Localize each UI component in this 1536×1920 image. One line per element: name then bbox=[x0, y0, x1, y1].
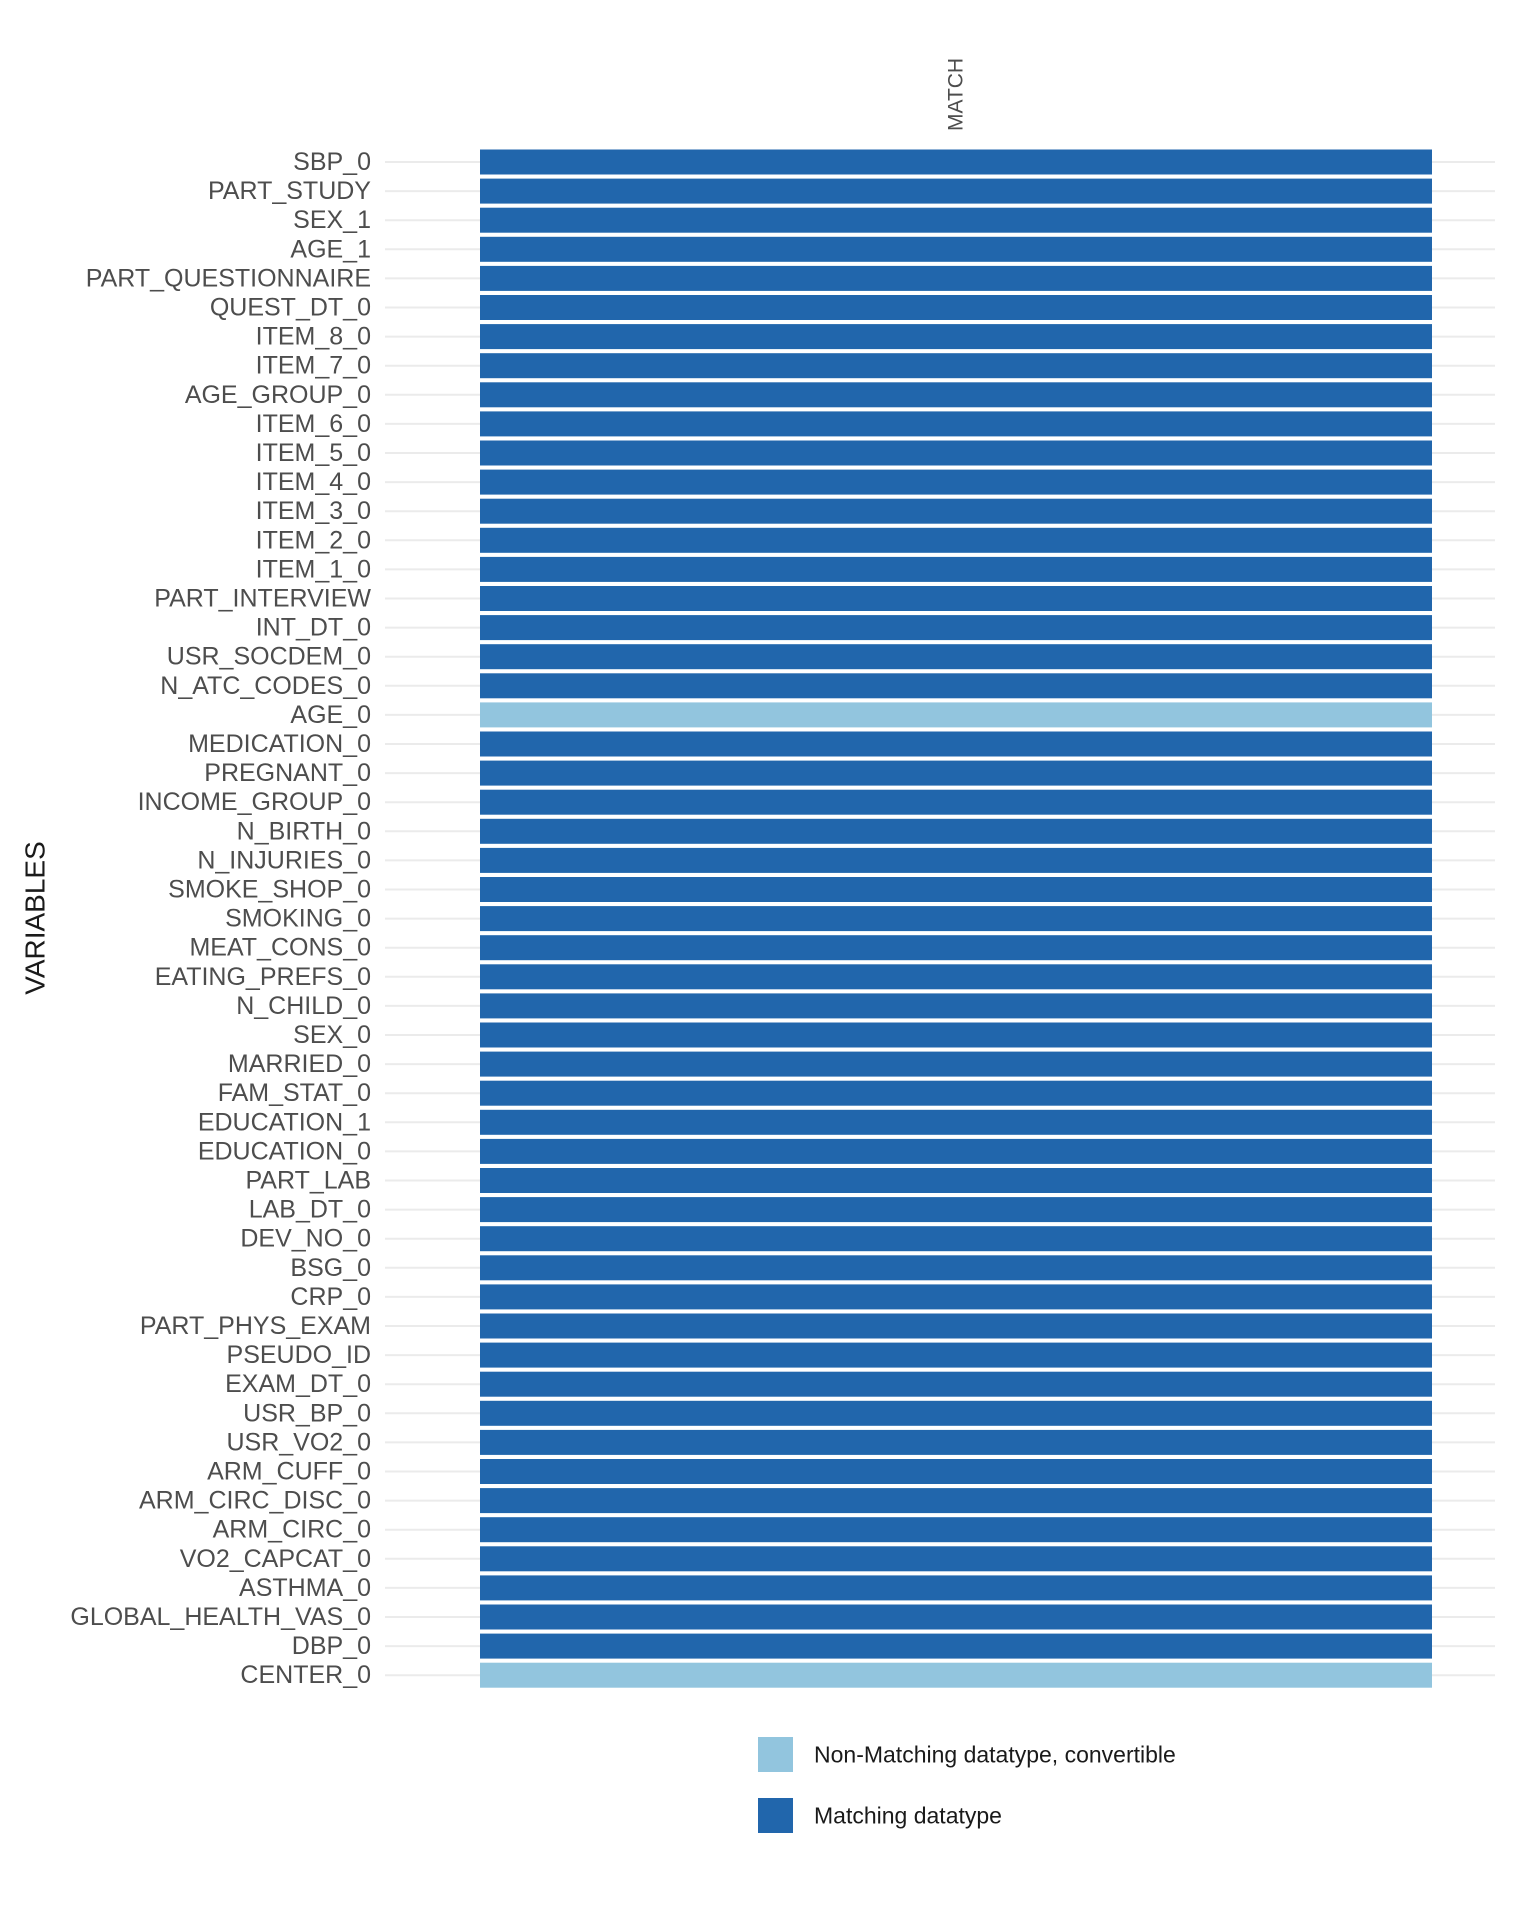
row-label: N_INJURIES_0 bbox=[197, 846, 371, 875]
row-label: ITEM_6_0 bbox=[255, 409, 371, 438]
heatmap-cell bbox=[480, 1575, 1432, 1600]
heatmap-cell bbox=[480, 1255, 1432, 1280]
row-label: BSG_0 bbox=[290, 1253, 371, 1282]
row-label: PART_STUDY bbox=[207, 177, 371, 206]
row-label: PSEUDO_ID bbox=[226, 1341, 371, 1370]
heatmap-cell bbox=[480, 1052, 1432, 1077]
row-label: FAM_STAT_0 bbox=[217, 1079, 371, 1108]
row-label: EDUCATION_0 bbox=[197, 1137, 371, 1166]
row-label: N_ATC_CODES_0 bbox=[160, 671, 371, 700]
heatmap-cell bbox=[480, 557, 1432, 582]
heatmap-cell bbox=[480, 819, 1432, 844]
row-label: INCOME_GROUP_0 bbox=[137, 788, 371, 817]
heatmap-cell bbox=[480, 1372, 1432, 1397]
heatmap-cell bbox=[480, 1634, 1432, 1659]
heatmap-cell bbox=[480, 790, 1432, 815]
heatmap-cell bbox=[480, 1605, 1432, 1630]
heatmap-cell bbox=[480, 499, 1432, 524]
row-label: SMOKING_0 bbox=[225, 904, 371, 933]
heatmap-cell bbox=[480, 1517, 1432, 1542]
heatmap-cell bbox=[480, 1459, 1432, 1484]
heatmap-cell bbox=[480, 470, 1432, 495]
heatmap-cell bbox=[480, 906, 1432, 931]
row-label: USR_BP_0 bbox=[243, 1399, 371, 1428]
heatmap-cell bbox=[480, 732, 1432, 757]
row-label: LAB_DT_0 bbox=[248, 1195, 371, 1224]
row-label: SEX_1 bbox=[293, 206, 371, 235]
row-label: EXAM_DT_0 bbox=[225, 1370, 371, 1399]
row-label: SBP_0 bbox=[293, 148, 371, 176]
heatmap-cell bbox=[480, 702, 1432, 727]
heatmap-cell bbox=[480, 1343, 1432, 1368]
heatmap-cell bbox=[480, 848, 1432, 873]
row-label: USR_VO2_0 bbox=[226, 1428, 371, 1457]
row-label: PART_QUESTIONNAIRE bbox=[85, 264, 371, 293]
row-label: VO2_CAPCAT_0 bbox=[179, 1544, 371, 1573]
heatmap-cell bbox=[480, 208, 1432, 233]
row-label: PART_LAB bbox=[245, 1166, 371, 1195]
heatmap-cell bbox=[480, 237, 1432, 262]
row-label: ITEM_5_0 bbox=[255, 439, 371, 467]
row-label: USR_SOCDEM_0 bbox=[166, 642, 371, 671]
heatmap-cell bbox=[480, 1663, 1432, 1688]
row-label: N_CHILD_0 bbox=[236, 991, 371, 1020]
row-label: ASTHMA_0 bbox=[239, 1573, 371, 1602]
legend-label: Matching datatype bbox=[814, 1802, 1002, 1829]
heatmap-cell bbox=[480, 1023, 1432, 1048]
legend-label: Non-Matching datatype, convertible bbox=[814, 1741, 1176, 1768]
row-label: ITEM_8_0 bbox=[255, 322, 371, 351]
row-label: ITEM_1_0 bbox=[255, 555, 371, 584]
heatmap-cell bbox=[480, 615, 1432, 640]
heatmap-cell bbox=[480, 1168, 1432, 1193]
row-label: AGE_0 bbox=[290, 700, 371, 729]
heatmap-cell bbox=[480, 179, 1432, 204]
heatmap-cell bbox=[480, 644, 1432, 669]
row-label: N_BIRTH_0 bbox=[236, 817, 371, 846]
heatmap-cell bbox=[480, 295, 1432, 320]
row-label: DEV_NO_0 bbox=[240, 1224, 371, 1253]
heatmap-cell bbox=[480, 1284, 1432, 1309]
row-label: CENTER_0 bbox=[240, 1661, 371, 1690]
heatmap-cell bbox=[480, 1314, 1432, 1339]
row-label: INT_DT_0 bbox=[255, 613, 371, 642]
heatmap-cell bbox=[480, 1197, 1432, 1222]
row-label: AGE_GROUP_0 bbox=[184, 380, 371, 409]
heatmap-cell bbox=[480, 441, 1432, 466]
row-label: MEDICATION_0 bbox=[188, 730, 371, 758]
heatmap-cell bbox=[480, 411, 1432, 436]
heatmap-cell bbox=[480, 1546, 1432, 1571]
heatmap-cell bbox=[480, 324, 1432, 349]
row-label: EDUCATION_1 bbox=[197, 1108, 371, 1137]
heatmap-cell bbox=[480, 993, 1432, 1018]
legend bbox=[758, 1737, 1176, 1833]
row-label: DBP_0 bbox=[291, 1632, 371, 1661]
heatmap-cell bbox=[480, 586, 1432, 611]
row-labels bbox=[70, 148, 371, 1689]
row-label: MEAT_CONS_0 bbox=[189, 933, 371, 962]
row-label: ITEM_7_0 bbox=[255, 351, 371, 380]
heatmap-cell bbox=[480, 266, 1432, 291]
row-label: ITEM_2_0 bbox=[255, 526, 371, 555]
row-label: CRP_0 bbox=[290, 1282, 371, 1311]
heatmap-cell bbox=[480, 935, 1432, 960]
row-label: MARRIED_0 bbox=[227, 1050, 371, 1079]
heatmap-cell bbox=[480, 150, 1432, 175]
heatmap-cell bbox=[480, 1488, 1432, 1513]
heatmap-cell bbox=[480, 353, 1432, 378]
row-label: ITEM_4_0 bbox=[255, 468, 371, 497]
heatmap-cell bbox=[480, 1401, 1432, 1426]
heatmap-cell bbox=[480, 673, 1432, 698]
heatmap-cell bbox=[480, 1226, 1432, 1251]
heatmap-cell bbox=[480, 964, 1432, 989]
column-label: MATCH bbox=[944, 57, 968, 131]
legend-key bbox=[758, 1737, 793, 1772]
column-labels bbox=[945, 58, 968, 131]
heatmap-cell bbox=[480, 1110, 1432, 1135]
heatmap-cell bbox=[480, 1430, 1432, 1455]
heatmap-cell bbox=[480, 761, 1432, 786]
row-label: SEX_0 bbox=[293, 1021, 371, 1049]
row-label: ARM_CUFF_0 bbox=[207, 1457, 371, 1486]
y-axis-title: VARIABLES bbox=[19, 841, 51, 995]
row-label: ARM_CIRC_DISC_0 bbox=[138, 1486, 371, 1515]
legend-key bbox=[758, 1798, 793, 1833]
heatmap-cell bbox=[480, 877, 1432, 902]
heatmap-cell bbox=[480, 382, 1432, 407]
heatmap-cell bbox=[480, 1139, 1432, 1164]
row-label: SMOKE_SHOP_0 bbox=[168, 875, 371, 904]
row-label: ARM_CIRC_0 bbox=[212, 1515, 371, 1544]
heatmap-cells bbox=[480, 150, 1432, 1688]
heatmap-cell bbox=[480, 1081, 1432, 1106]
heatmap-cell bbox=[480, 528, 1432, 553]
row-label: EATING_PREFS_0 bbox=[154, 962, 371, 991]
row-label: PREGNANT_0 bbox=[204, 759, 371, 788]
row-label: PART_PHYS_EXAM bbox=[139, 1312, 371, 1340]
row-label: QUEST_DT_0 bbox=[209, 293, 371, 322]
row-label: AGE_1 bbox=[290, 235, 371, 264]
row-label: GLOBAL_HEALTH_VAS_0 bbox=[70, 1603, 371, 1631]
row-label: ITEM_3_0 bbox=[255, 497, 371, 526]
row-label: PART_INTERVIEW bbox=[154, 584, 371, 613]
